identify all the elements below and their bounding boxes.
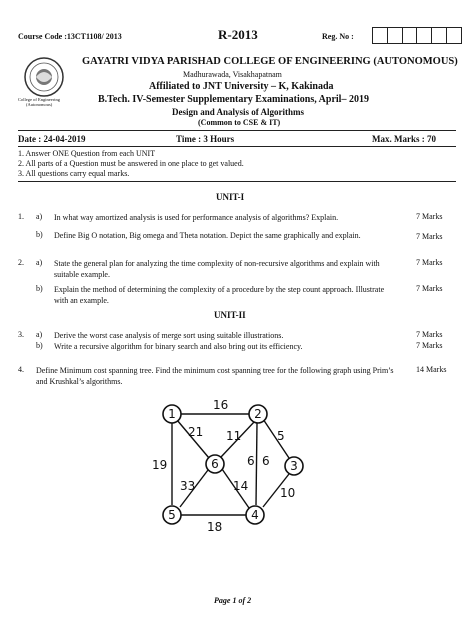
question-number: 4. [18,365,24,374]
college-location: Madhurawada, Visakhapatnam [183,70,282,79]
edge-weight-label: 10 [280,486,296,500]
graph-node-label: 6 [211,457,219,471]
edge-weight-label: 18 [207,520,223,534]
logo-caption-1: College of Engineering [18,97,60,102]
question-text: Derive the worst case analysis of merge sort using suitable illustrations. [54,331,284,340]
exam-time: Time : 3 Hours [176,134,235,144]
unit-title: UNIT-I [216,192,245,202]
question-text: Define Minimum cost spanning tree. Find the minimum cost spanning tree for the following graph using Prim’s and Krushkal’s algorithms. [36,366,394,386]
question-part: a) [36,330,43,339]
max-marks: Max. Marks : 70 [372,134,436,144]
question-text: Define Big O notation, Big omega and Theta notation. Depict the same graphically and explain. [54,231,361,240]
edge-weight-label: 19 [152,458,168,472]
regulation: R-2013 [218,27,258,42]
question-marks: 7 Marks [416,212,443,221]
question-number: 3. [18,330,24,339]
edge-weight-label: 16 [213,398,229,412]
question-text: Write a recursive algorithm for binary search and also bring out its efficiency. [54,342,303,351]
question-part: b) [36,284,43,293]
logo-caption-2: (Autonomous) [26,102,53,107]
graph-diagram [150,395,320,540]
instruction-3: 3. All questions carry equal marks. [18,169,130,178]
graph-node-label: 2 [254,407,262,421]
rule-instructions [18,181,456,182]
subject: Design and Analysis of Algorithms [172,107,305,117]
edge-weight-label: 6 [247,454,255,468]
unit-title: UNIT-II [214,310,246,320]
exam-date: Date : 24-04-2019 [18,134,86,144]
rule-top [18,130,456,131]
edge-weight-label: 21 [188,425,204,439]
question-text: State the general plan for analyzing the time complexity of non-recursive algorithms and explain with suitable example. [54,259,380,279]
question-marks: 7 Marks [416,330,443,339]
edge-weight-label: 33 [180,479,196,493]
graph-node-circles [163,405,303,524]
edge-weight-label: 11 [226,429,242,443]
question-part: b) [36,230,43,239]
question-marks: 14 Marks [416,365,447,374]
question-text: Explain the method of determining the complexity of a procedure by the step count approach. Illustrate with an example. [54,285,385,305]
graph-edge [256,423,257,505]
affiliation: Affiliated to JNT University – K, Kakinada [149,81,334,92]
graph-edge [263,419,289,458]
question-marks: 7 Marks [416,341,443,350]
college-name: GAYATRI VIDYA PARISHAD COLLEGE OF ENGINEERING (AUTONOMOUS) [82,56,458,67]
graph-node-label: 5 [168,508,176,522]
question-number: 1. [18,212,24,221]
question-number: 2. [18,258,24,267]
instruction-1: 1. Answer ONE Question from each UNIT [18,149,156,158]
course-code: Course Code :13CT1108/ 2013 [18,32,122,41]
rule-date [18,146,456,147]
question-marks: 7 Marks [416,258,443,267]
question-text: In what way amortized analysis is used for performance analysis of algorithms? Explain. [54,213,339,222]
question-marks: 7 Marks [416,284,443,293]
graph-node-label: 3 [290,459,298,473]
edge-weight-label: 5 [277,429,285,443]
instruction-2: 2. All parts of a Question must be answered in one place to get valued. [18,159,244,168]
graph-node-label: 1 [168,407,176,421]
exam-title: B.Tech. IV-Semester Supplementary Examinations, April– 2019 [98,94,369,105]
edge-weight-label: 14 [233,479,249,493]
question-part: b) [36,341,43,350]
reg-no-boxes [372,27,462,44]
question-marks: 7 Marks [416,232,443,241]
reg-no-label: Reg. No : [322,32,354,41]
question-part: a) [36,258,43,267]
question-part: a) [36,212,43,221]
graph-node-label: 4 [251,508,259,522]
page-number: Page 1 of 2 [214,596,252,605]
branches: (Common to CSE & IT) [198,118,281,127]
edge-weight-label: 6 [262,454,270,468]
